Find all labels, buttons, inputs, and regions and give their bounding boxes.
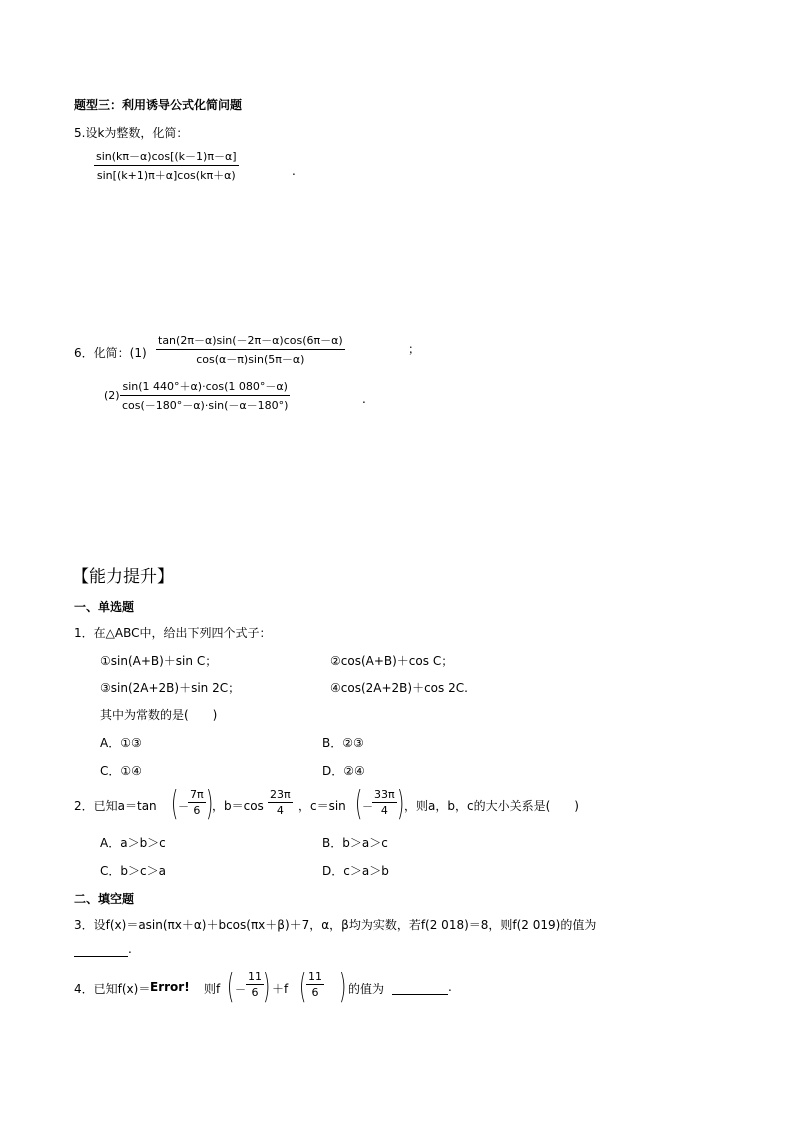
left-paren: ( (298, 967, 307, 1007)
question-4-fraction-1 (246, 970, 264, 999)
question-4-answer-blank[interactable] (392, 980, 452, 995)
minus-sign: － (178, 800, 189, 813)
question-1-ask: 其中为常数的是( ) (100, 708, 218, 722)
question-2-lead: 2．已知a＝tan (74, 799, 157, 813)
q4-fraction-1-denominator: 6 (251, 986, 259, 999)
question-6-part2-end: . (362, 392, 366, 406)
question-2-c-part: ，c＝sin (298, 799, 346, 813)
question-6-part2-denominator: cos(－180°－α)·sin(－α－180°) (122, 399, 289, 412)
question-1-expression-4: ④cos(2A+2B)＋cos 2C. (330, 681, 468, 695)
question-5-period: . (292, 164, 296, 178)
question-6-part2-numerator: sin(1 440°＋α)·cos(1 080°－α) (120, 378, 290, 396)
right-paren: ) (396, 784, 405, 824)
question-1-option-b[interactable]: B．②③ (322, 736, 364, 750)
question-2-tail: ，则a，b，c的大小关系是( ) (404, 799, 579, 813)
fill-blank-heading: 二、填空题 (74, 892, 135, 906)
minus-sign: － (235, 983, 246, 996)
ability-heading: 【能力提升】 (72, 567, 174, 587)
question-3-line1: 3．设f(x)＝asin(πx＋α)＋bcos(πx＋β)＋7，α，β均为实数，若f(2 018)＝8，则f(2 019)的值为 (74, 918, 597, 932)
question-5-numerator: sin(kπ－α)cos[(k－1)π－α] (94, 148, 239, 166)
question-3-period: . (128, 942, 132, 956)
question-4-error-text: Error! (150, 980, 190, 994)
left-paren: ( (354, 784, 363, 824)
q4-fraction-2-denominator: 6 (311, 986, 319, 999)
question-1-expression-1: ①sin(A+B)＋sin C； (100, 654, 218, 668)
question-2-fraction-3 (372, 788, 397, 817)
question-5-fraction (94, 148, 239, 183)
fraction-3-denominator: 4 (380, 804, 388, 817)
question-3-answer-blank[interactable] (74, 942, 132, 957)
left-paren: ( (226, 967, 235, 1007)
q4-fraction-1-numerator: 11 (248, 970, 262, 983)
question-6-part2-fraction (120, 378, 290, 413)
fraction-3-numerator: 33π (374, 788, 395, 801)
question-4-lead: 4．已知f(x)＝ (74, 982, 151, 996)
question-2-option-b[interactable]: B．b＞a＞c (322, 836, 388, 850)
fraction-1-numerator: 7π (190, 788, 204, 801)
question-1-option-a[interactable]: A．①③ (100, 736, 142, 750)
question-6-part2-label: (2) (104, 389, 120, 402)
question-4-fraction-2 (306, 970, 324, 999)
question-2-option-c[interactable]: C．b＞c＞a (100, 864, 166, 878)
question-4-plus: ＋f (272, 982, 289, 996)
question-2-option-d[interactable]: D．c＞a＞b (322, 864, 389, 878)
question-6-part1-denominator: cos(α－π)sin(5π－α) (196, 353, 305, 366)
question-2-option-a[interactable]: A．a＞b＞c (100, 836, 166, 850)
question-2-fraction-1 (188, 788, 206, 817)
question-4-then: 则f (204, 982, 221, 996)
question-4-tail: 的值为 (348, 982, 385, 996)
question-2-b-part: ，b＝cos (212, 799, 264, 813)
question-1-option-d[interactable]: D．②④ (322, 764, 365, 778)
question-1-expression-2: ②cos(A+B)＋cos C； (330, 654, 454, 668)
fraction-2-denominator: 4 (276, 804, 284, 817)
question-2-fraction-2 (268, 788, 293, 817)
question-1-stem: 1．在△ABC中，给出下列四个式子： (74, 626, 272, 640)
question-4-period: . (448, 980, 452, 994)
question-5-denominator: sin[(k+1)π＋α]cos(kπ＋α) (96, 169, 236, 182)
question-1-option-c[interactable]: C．①④ (100, 764, 142, 778)
question-6-label: 6．化简：(1) (74, 346, 147, 360)
right-paren: ) (262, 967, 271, 1007)
right-paren: ) (338, 967, 347, 1007)
question-5-stem: 5.设k为整数，化简： (74, 126, 189, 140)
right-paren: ) (205, 784, 214, 824)
fraction-2-numerator: 23π (270, 788, 291, 801)
q4-fraction-2-numerator: 11 (308, 970, 322, 983)
fraction-1-denominator: 6 (193, 804, 201, 817)
question-6-part1-numerator: tan(2π－α)sin(－2π－α)cos(6π－α) (156, 332, 345, 350)
left-paren: ( (170, 784, 179, 824)
minus-sign: － (362, 800, 373, 813)
single-choice-heading: 一、单选题 (74, 600, 135, 614)
question-6-part1-fraction (156, 332, 345, 367)
question-1-expression-3: ③sin(2A+2B)＋sin 2C； (100, 681, 241, 695)
question-6-part1-end: ； (408, 342, 421, 356)
section-title: 题型三：利用诱导公式化简问题 (74, 98, 243, 112)
